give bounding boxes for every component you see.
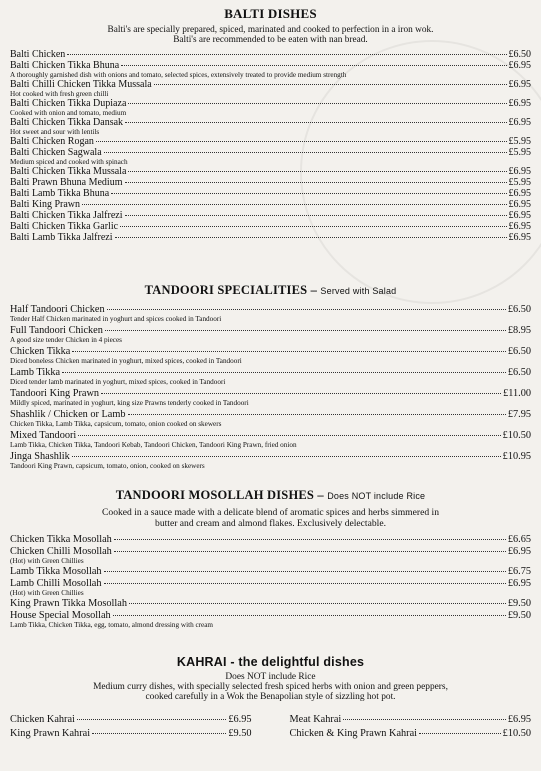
item-price: £10.95 bbox=[502, 451, 531, 462]
item-price: £6.95 bbox=[508, 117, 531, 128]
item-description: Hot cooked with fresh green chilli bbox=[10, 90, 109, 98]
balti-section bbox=[0, 6, 541, 243]
dot-leader bbox=[105, 330, 506, 331]
menu-item bbox=[0, 136, 541, 147]
dot-leader bbox=[343, 719, 506, 720]
item-name: Balti Chicken Tikka Dansak bbox=[10, 117, 124, 128]
menu-item bbox=[0, 610, 541, 621]
menu-item bbox=[10, 714, 252, 725]
item-name: Balti Chicken Tikka Dupiaza bbox=[10, 98, 127, 109]
item-name: Chicken Tikka Mosollah bbox=[10, 534, 112, 545]
menu-item bbox=[0, 79, 541, 90]
menu-item bbox=[0, 188, 541, 199]
mosollah-intro-1: Cooked in a sauce made with a delicate blend of aromatic spices and herbs simmered in bbox=[102, 507, 439, 518]
item-name: Balti Chicken Rogan bbox=[10, 136, 94, 147]
item-price: £10.50 bbox=[502, 430, 531, 441]
menu-item bbox=[0, 578, 541, 589]
item-price: £9.50 bbox=[507, 598, 531, 609]
kahrai-title: KAHRAI - the delightful dishes bbox=[176, 655, 365, 669]
dot-leader bbox=[114, 539, 506, 540]
item-name: Half Tandoori Chicken bbox=[10, 304, 105, 315]
menu-item bbox=[290, 714, 532, 725]
item-description: Hot sweet and sour with lentils bbox=[10, 128, 100, 136]
item-name: Balti Chilli Chicken Tikka Mussala bbox=[10, 79, 152, 90]
item-price: £5.95 bbox=[508, 177, 531, 188]
item-description: Chicken Tikka, Lamb Tikka, capsicum, tomato, onion cooked on skewers bbox=[10, 420, 222, 428]
item-description: (Hot) with Green Chillies bbox=[10, 589, 84, 597]
item-name: Chicken Tikka bbox=[10, 346, 71, 357]
balti-intro-1: Balti's are specially prepared, spiced, marinated and cooked to perfection in a iron wok. bbox=[107, 25, 434, 35]
kahrai-right-column bbox=[290, 714, 532, 739]
item-description: Tandoori King Prawn, capsicum, tomato, onion, cooked on skewers bbox=[10, 462, 205, 470]
dot-leader bbox=[129, 603, 506, 604]
menu-item bbox=[0, 199, 541, 210]
menu-item bbox=[0, 304, 541, 315]
item-name: Lamb Tikka Mosollah bbox=[10, 566, 102, 577]
item-description: (Hot) with Green Chillies bbox=[10, 557, 84, 565]
item-name: Full Tandoori Chicken bbox=[10, 325, 103, 336]
dot-leader bbox=[114, 551, 506, 552]
item-name: Balti Chicken Tikka Garlic bbox=[10, 221, 119, 232]
item-price: £6.95 bbox=[508, 232, 531, 243]
item-price: £6.95 bbox=[508, 98, 531, 109]
item-name: Lamb Tikka bbox=[10, 367, 61, 378]
menu-item bbox=[0, 49, 541, 60]
item-name: Chicken Chilli Mosollah bbox=[10, 546, 112, 557]
dot-leader bbox=[104, 152, 507, 153]
item-price: £6.75 bbox=[507, 566, 531, 577]
item-price: £9.50 bbox=[507, 610, 531, 621]
item-name: Shashlik / Chicken or Lamb bbox=[10, 409, 126, 420]
item-description: Diced boneless Chicken marinated in yoghurt, mixed spices, cooked in Tandoori bbox=[10, 357, 242, 365]
menu-item bbox=[0, 147, 541, 158]
item-name: Meat Kahrai bbox=[289, 714, 342, 725]
item-price: £6.95 bbox=[508, 166, 531, 177]
item-price: £6.95 bbox=[508, 79, 531, 90]
menu-item bbox=[0, 566, 541, 577]
dot-leader bbox=[128, 414, 506, 415]
mosollah-list bbox=[0, 534, 541, 629]
item-description: Tender Half Chicken marinated in yoghurt and spices cooked in Tandoori bbox=[10, 315, 222, 323]
menu-item bbox=[0, 367, 541, 378]
item-name: House Special Mosollah bbox=[10, 610, 111, 621]
item-description: A good size tender Chicken in 4 pieces bbox=[10, 336, 122, 344]
menu-item bbox=[0, 546, 541, 557]
menu-item bbox=[290, 728, 532, 739]
item-price: £6.95 bbox=[508, 188, 531, 199]
item-price: £6.50 bbox=[507, 346, 531, 357]
dot-leader bbox=[101, 393, 501, 394]
mosollah-subtitle: Does NOT include Rice bbox=[327, 491, 426, 501]
item-price: £6.95 bbox=[507, 714, 531, 725]
item-description: Lamb Tikka, Chicken Tikka, egg, tomato, almond dressing with cream bbox=[10, 621, 214, 629]
item-name: Chicken & King Prawn Kahrai bbox=[289, 728, 418, 739]
kahrai-section bbox=[0, 655, 541, 739]
menu-item bbox=[0, 98, 541, 109]
item-name: Balti King Prawn bbox=[10, 199, 80, 210]
dot-leader bbox=[96, 141, 507, 142]
item-price: £8.95 bbox=[507, 325, 531, 336]
dot-leader bbox=[67, 54, 506, 55]
item-name: Balti Chicken Tikka Mussala bbox=[10, 166, 127, 177]
item-name: Balti Prawn Bhuna Medium bbox=[10, 177, 123, 188]
dot-leader bbox=[125, 122, 506, 123]
dot-leader bbox=[107, 309, 506, 310]
item-name: Chicken Kahrai bbox=[10, 714, 75, 725]
item-price: £6.95 bbox=[508, 210, 531, 221]
tandoori-section bbox=[0, 283, 541, 470]
menu-item bbox=[0, 210, 541, 221]
item-name: King Prawn Kahrai bbox=[10, 728, 91, 739]
kahrai-intro-1: Medium curry dishes, with specially selected fresh spiced herbs with onion and green peppers, bbox=[93, 682, 448, 692]
menu-item bbox=[0, 325, 541, 336]
item-price: £6.95 bbox=[507, 578, 531, 589]
dot-leader bbox=[104, 583, 506, 584]
kahrai-subtitle: Does NOT include Rice bbox=[225, 672, 316, 682]
item-description: Cooked with onion and tomato, medium bbox=[10, 109, 127, 117]
tandoori-list bbox=[0, 304, 541, 470]
kahrai-columns bbox=[0, 714, 541, 739]
item-name: Tandoori King Prawn bbox=[10, 388, 100, 399]
tandoori-subtitle: Served with Salad bbox=[320, 286, 397, 296]
item-price: £6.95 bbox=[508, 221, 531, 232]
dot-leader bbox=[121, 65, 506, 66]
dot-leader bbox=[154, 84, 507, 85]
menu-item bbox=[0, 430, 541, 441]
menu-item bbox=[0, 117, 541, 128]
dot-leader bbox=[78, 435, 500, 436]
menu-item bbox=[0, 60, 541, 71]
menu-item bbox=[0, 221, 541, 232]
item-description: Medium spiced and cooked with spinach bbox=[10, 158, 128, 166]
item-price: £6.95 bbox=[228, 714, 252, 725]
mosollah-intro-2: butter and cream and almond flakes. Exclusively delectable. bbox=[155, 518, 386, 529]
dot-leader bbox=[72, 351, 505, 352]
item-price: £6.65 bbox=[507, 534, 531, 545]
mosollah-title: TANDOORI MOSOLLAH DISHES – bbox=[115, 488, 324, 502]
item-description: Diced tender lamb marinated in yoghurt, mixed spices, cooked in Tandoori bbox=[10, 378, 226, 386]
item-price: £7.95 bbox=[507, 409, 531, 420]
item-name: Balti Lamb Tikka Bhuna bbox=[10, 188, 110, 199]
menu-item bbox=[0, 598, 541, 609]
dot-leader bbox=[77, 719, 226, 720]
item-name: Lamb Chilli Mosollah bbox=[10, 578, 102, 589]
kahrai-left-column bbox=[10, 714, 252, 739]
menu-item bbox=[0, 451, 541, 462]
dot-leader bbox=[104, 571, 506, 572]
balti-title: BALTI DISHES bbox=[224, 6, 317, 21]
item-price: £11.00 bbox=[503, 388, 531, 399]
item-name: Jinga Shashlik bbox=[10, 451, 70, 462]
dot-leader bbox=[128, 171, 506, 172]
dot-leader bbox=[113, 615, 506, 616]
item-name: Balti Chicken bbox=[10, 49, 66, 60]
item-price: £6.50 bbox=[507, 304, 531, 315]
item-name: Balti Chicken Tikka Bhuna bbox=[10, 60, 120, 71]
item-name: King Prawn Tikka Mosollah bbox=[10, 598, 127, 609]
item-price: £5.95 bbox=[508, 147, 531, 158]
item-description: Mildly spiced, marinated in yoghurt, king size Prawns tenderly cooked in Tandoori bbox=[10, 399, 249, 407]
item-description: Lamb Tikka, Chicken Tikka, Tandoori Kebab, Tandoori Chicken, Tandoori King Prawn, fried onion bbox=[10, 441, 297, 449]
menu-item bbox=[0, 388, 541, 399]
tandoori-title-line bbox=[0, 283, 541, 298]
dot-leader bbox=[72, 456, 501, 457]
menu-item bbox=[0, 177, 541, 188]
item-price: £6.95 bbox=[508, 199, 531, 210]
menu-item bbox=[0, 346, 541, 357]
dot-leader bbox=[419, 733, 501, 734]
menu-item bbox=[0, 409, 541, 420]
dot-leader bbox=[92, 733, 226, 734]
mosollah-title-line bbox=[0, 488, 541, 503]
item-price: £9.50 bbox=[228, 728, 252, 739]
item-price: £6.95 bbox=[507, 546, 531, 557]
item-name: Balti Lamb Tikka Jalfrezi bbox=[10, 232, 113, 243]
item-name: Balti Chicken Tikka Jalfrezi bbox=[10, 210, 123, 221]
item-price: £6.95 bbox=[508, 60, 531, 71]
item-price: £6.50 bbox=[508, 49, 531, 60]
balti-list bbox=[0, 49, 541, 243]
item-price: £10.50 bbox=[502, 728, 531, 739]
item-name: Mixed Tandoori bbox=[10, 430, 77, 441]
item-price: £6.50 bbox=[507, 367, 531, 378]
dot-leader bbox=[82, 204, 507, 205]
dot-leader bbox=[125, 215, 507, 216]
menu-item bbox=[0, 166, 541, 177]
mosollah-section bbox=[0, 488, 541, 629]
dot-leader bbox=[120, 226, 506, 227]
item-description: A thoroughly garnished dish with onions and tomato, selected spices, extensively treated to provide medium strength bbox=[10, 71, 347, 79]
menu-item bbox=[10, 728, 252, 739]
item-name: Balti Chicken Sagwala bbox=[10, 147, 102, 158]
balti-intro-2: Balti's are recommended to be eaten with nan bread. bbox=[173, 35, 368, 45]
kahrai-intro-2: cooked carefully in a Wok the Benapolian style of sizzling hot pot. bbox=[145, 692, 396, 702]
menu-item bbox=[0, 534, 541, 545]
menu-item bbox=[0, 232, 541, 243]
dot-leader bbox=[128, 103, 506, 104]
dot-leader bbox=[125, 182, 507, 183]
dot-leader bbox=[111, 193, 506, 194]
dot-leader bbox=[62, 372, 506, 373]
item-price: £5.95 bbox=[508, 136, 531, 147]
dot-leader bbox=[115, 237, 507, 238]
tandoori-title: TANDOORI SPECIALITIES – bbox=[144, 283, 318, 297]
